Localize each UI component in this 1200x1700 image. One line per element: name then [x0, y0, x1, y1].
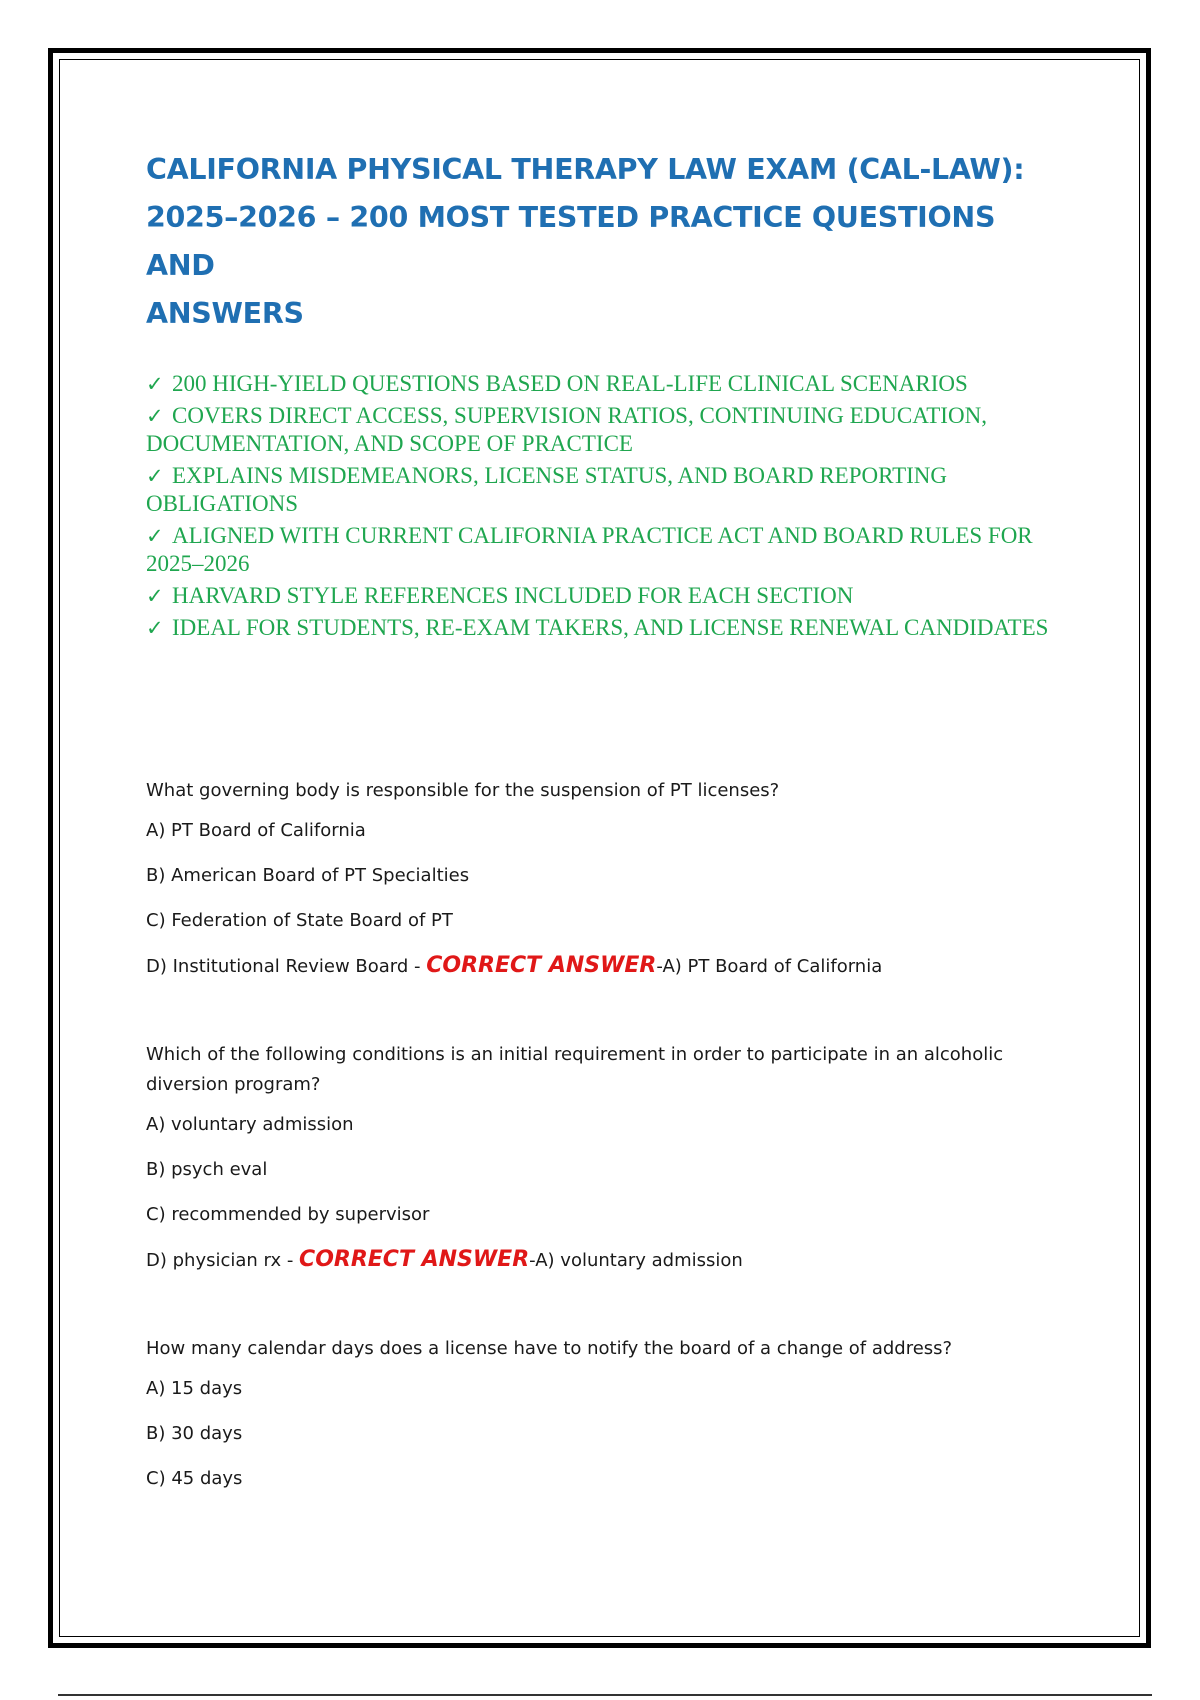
feature-text: EXPLAINS MISDEMEANORS, LICENSE STATUS, AND BOARD REPORTING OBLIGATIONS [146, 463, 948, 516]
question-list [146, 776, 1066, 1552]
correct-answer-text: -A) voluntary admission [529, 1250, 743, 1271]
answer-option: A) 15 days [146, 1378, 243, 1399]
page-divider [58, 1694, 1152, 1696]
feature-text: COVERS DIRECT ACCESS, SUPERVISION RATIOS, CONTINUING EDUCATION, DOCUMENTATION, AND SCOPE OF PRACTICE [146, 403, 987, 456]
title-line: CALIFORNIA PHYSICAL THERAPY LAW EXAM (CAL-LAW): [146, 153, 1025, 186]
correct-answer-text: -A) PT Board of California [656, 956, 883, 977]
feature-text: IDEAL FOR STUDENTS, RE-EXAM TAKERS, AND LICENSE RENEWAL CANDIDATES [172, 615, 1049, 640]
correct-answer-label: CORRECT ANSWER [299, 1247, 530, 1272]
feature-item [146, 402, 1066, 458]
question-block [146, 1040, 1066, 1276]
feature-item [146, 614, 1066, 642]
answer-option: B) 30 days [146, 1423, 243, 1444]
check-icon: ✓ [146, 616, 164, 640]
correct-answer-label: CORRECT ANSWER [426, 953, 657, 978]
answer-option: C) Federation of State Board of PT [146, 910, 453, 931]
answer-option: A) voluntary admission [146, 1114, 354, 1135]
check-icon: ✓ [146, 404, 164, 428]
answer-option-with-key [146, 1245, 1066, 1276]
check-icon: ✓ [146, 372, 164, 396]
answer-option: A) PT Board of California [146, 820, 366, 841]
question-text: Which of the following conditions is an initial requirement in order to participate in an alcoholic diversion program? [146, 1044, 1004, 1095]
check-icon: ✓ [146, 524, 164, 548]
answer-option: C) 45 days [146, 1468, 243, 1489]
answer-option: B) psych eval [146, 1159, 268, 1180]
question-text: What governing body is responsible for the suspension of PT licenses? [146, 780, 780, 801]
answer-option: B) American Board of PT Specialties [146, 865, 470, 886]
question-block [146, 776, 1066, 982]
feature-item [146, 522, 1066, 578]
feature-text: ALIGNED WITH CURRENT CALIFORNIA PRACTICE ACT AND BOARD RULES FOR 2025–2026 [146, 523, 1033, 576]
document-title [146, 146, 1066, 338]
answer-option-with-key [146, 951, 1066, 982]
feature-item [146, 582, 1066, 610]
feature-list [146, 370, 1066, 642]
title-line: ANSWERS [146, 297, 304, 330]
question-block [146, 1334, 1066, 1494]
feature-item [146, 370, 1066, 398]
feature-text: 200 HIGH-YIELD QUESTIONS BASED ON REAL-LIFE CLINICAL SCENARIOS [172, 371, 968, 396]
feature-item [146, 462, 1066, 518]
question-text: How many calendar days does a license have to notify the board of a change of address? [146, 1338, 953, 1359]
check-icon: ✓ [146, 584, 164, 608]
answer-option-text: D) physician rx - [146, 1250, 300, 1271]
document-header [146, 146, 1066, 646]
answer-option: C) recommended by supervisor [146, 1204, 430, 1225]
title-line: 2025–2026 – 200 MOST TESTED PRACTICE QUESTIONS AND [146, 201, 996, 282]
feature-text: HARVARD STYLE REFERENCES INCLUDED FOR EACH SECTION [172, 583, 854, 608]
check-icon: ✓ [146, 464, 164, 488]
answer-option-text: D) Institutional Review Board - [146, 956, 427, 977]
